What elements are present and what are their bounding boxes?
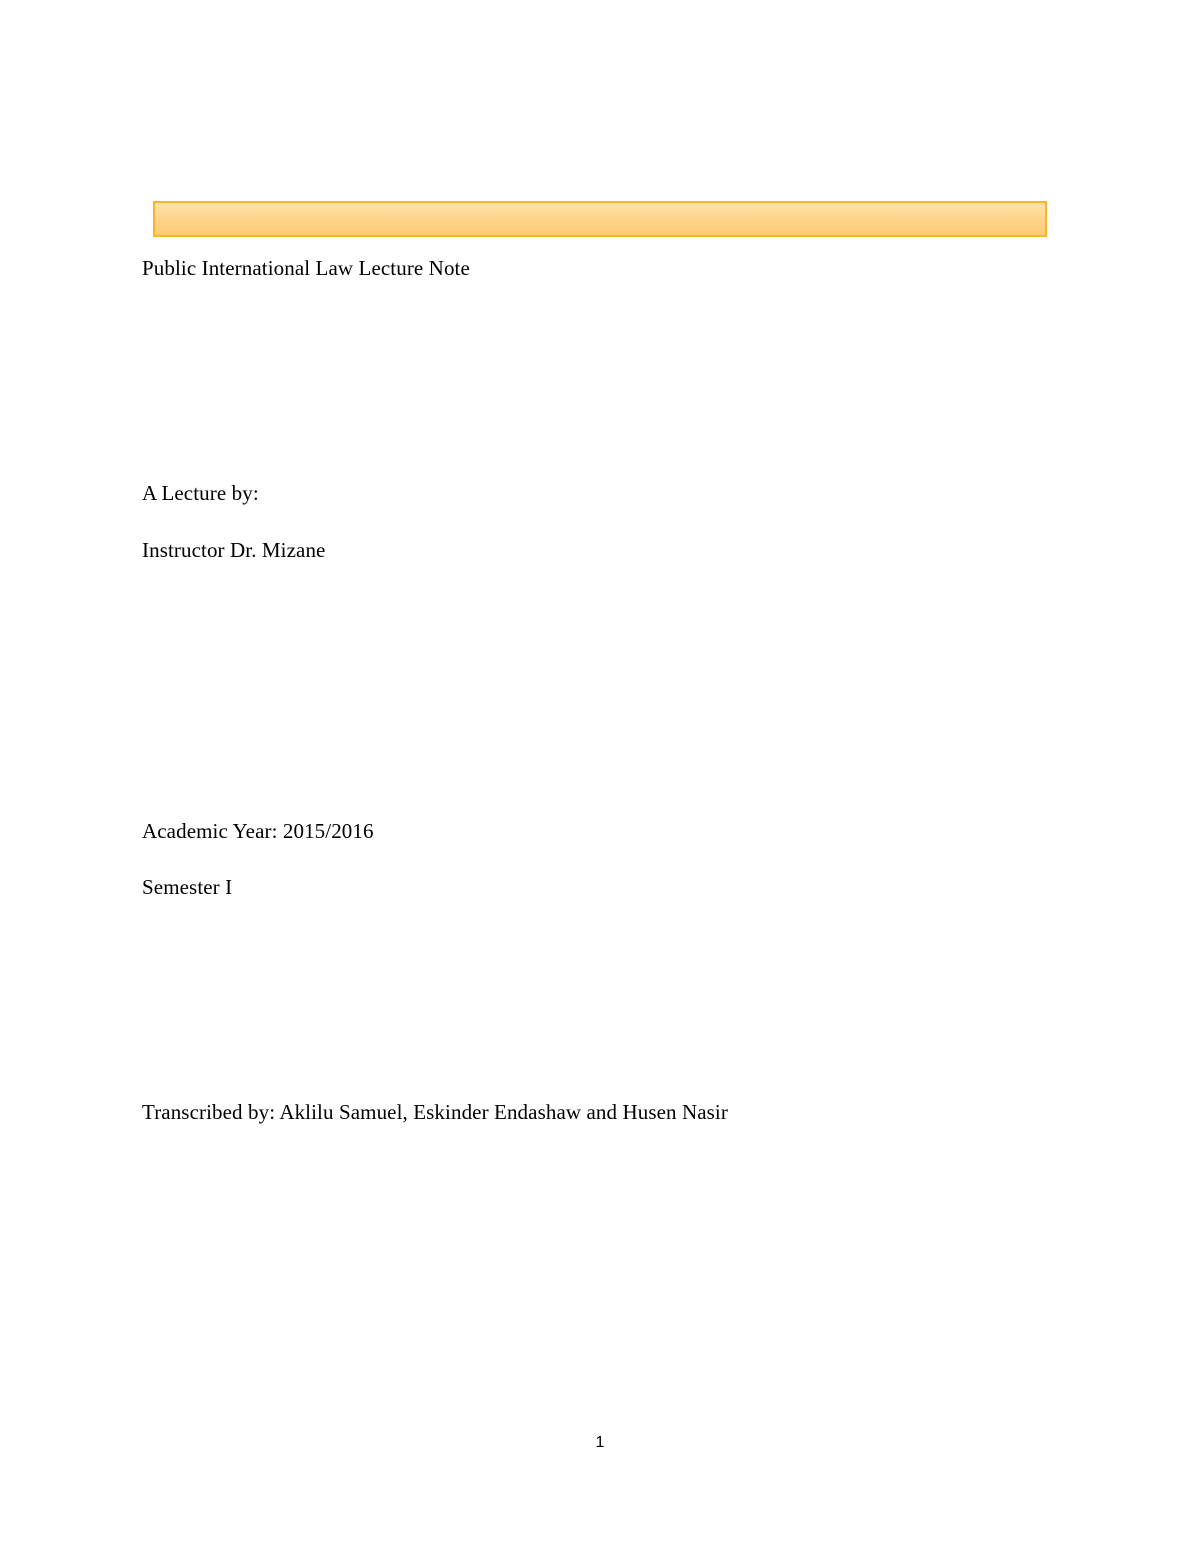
instructor-name: Instructor Dr. Mizane xyxy=(142,538,326,562)
page-number: 1 xyxy=(595,1434,605,1451)
header-banner xyxy=(153,201,1047,237)
lecture-by-label: A Lecture by: xyxy=(142,481,259,505)
transcribed-by: Transcribed by: Aklilu Samuel, Eskinder Endashaw and Husen Nasir xyxy=(142,1100,728,1124)
academic-year: Academic Year: 2015/2016 xyxy=(142,819,374,843)
semester: Semester I xyxy=(142,875,233,899)
document-title: Public International Law Lecture Note xyxy=(142,256,470,280)
